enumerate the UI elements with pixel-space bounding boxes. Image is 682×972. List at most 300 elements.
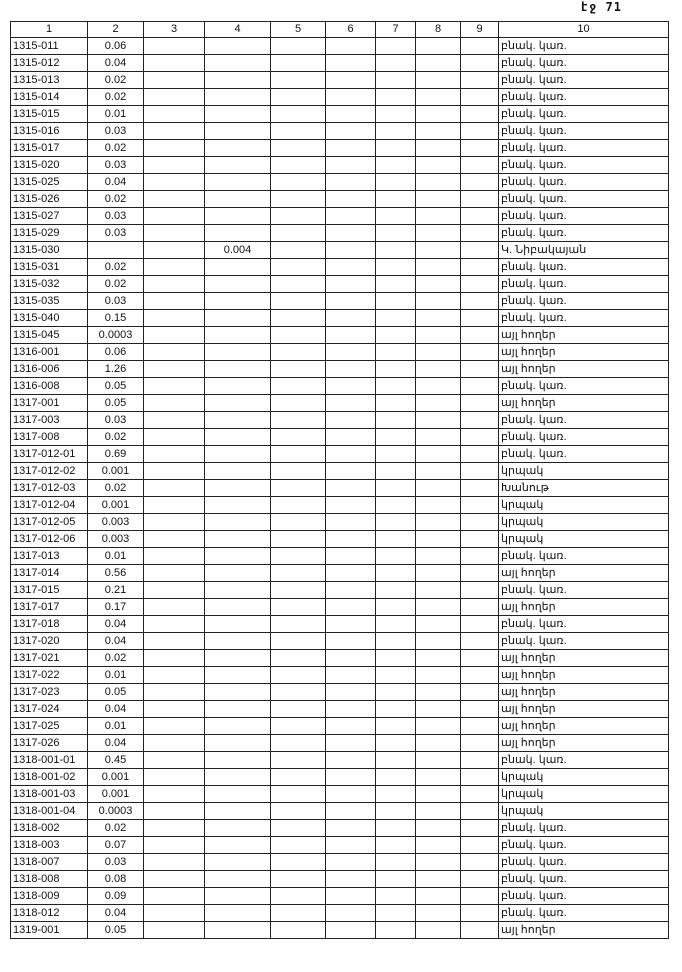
cell-col1: 1317-022 (11, 667, 88, 684)
cell-col2: 0.02 (88, 429, 144, 446)
cell-col9 (461, 55, 499, 72)
cell-col9 (461, 89, 499, 106)
cell-col3 (144, 854, 205, 871)
cell-col4 (205, 667, 271, 684)
table-row (11, 310, 669, 327)
cell-col3 (144, 480, 205, 497)
cell-col4 (205, 497, 271, 514)
cell-col10: բնակ. կառ. (499, 548, 669, 565)
cell-col3 (144, 412, 205, 429)
cell-col2: 0.04 (88, 905, 144, 922)
cell-col6 (326, 327, 376, 344)
col-header-8: 8 (416, 22, 461, 38)
cell-col3 (144, 242, 205, 259)
cell-col5 (271, 565, 326, 582)
col-header-2: 2 (88, 22, 144, 38)
cell-col9 (461, 259, 499, 276)
table-row (11, 123, 669, 140)
cell-col8 (416, 735, 461, 752)
cell-col8 (416, 786, 461, 803)
cell-col10: բնակ. կառ. (499, 276, 669, 293)
cell-col7 (376, 548, 416, 565)
cell-col9 (461, 140, 499, 157)
cell-col7 (376, 718, 416, 735)
col-header-7: 7 (376, 22, 416, 38)
cell-col5 (271, 633, 326, 650)
cell-col3 (144, 905, 205, 922)
cell-col6 (326, 650, 376, 667)
cell-col7 (376, 225, 416, 242)
table-row (11, 514, 669, 531)
col-header-9: 9 (461, 22, 499, 38)
cell-col9 (461, 106, 499, 123)
cell-col10: բնակ. կառ. (499, 293, 669, 310)
cell-col9 (461, 650, 499, 667)
cell-col8 (416, 208, 461, 225)
cell-col1: 1317-001 (11, 395, 88, 412)
cell-col9 (461, 565, 499, 582)
cell-col4 (205, 463, 271, 480)
cell-col5 (271, 225, 326, 242)
cell-col2: 0.03 (88, 225, 144, 242)
cell-col5 (271, 599, 326, 616)
cell-col4 (205, 803, 271, 820)
cell-col7 (376, 735, 416, 752)
cell-col4 (205, 837, 271, 854)
cell-col10: բնակ. կառ. (499, 259, 669, 276)
cell-col2: 0.45 (88, 752, 144, 769)
col-header-5: 5 (271, 22, 326, 38)
cell-col7 (376, 871, 416, 888)
cell-col10: բնակ. կառ. (499, 888, 669, 905)
cell-col6 (326, 582, 376, 599)
cell-col8 (416, 123, 461, 140)
cell-col6 (326, 752, 376, 769)
table-row (11, 888, 669, 905)
cell-col9 (461, 854, 499, 871)
cell-col6 (326, 378, 376, 395)
cell-col2: 0.0003 (88, 803, 144, 820)
cell-col2: 0.03 (88, 412, 144, 429)
cell-col7 (376, 684, 416, 701)
cell-col1: 1315-012 (11, 55, 88, 72)
cell-col3 (144, 565, 205, 582)
cell-col3 (144, 922, 205, 939)
cell-col4 (205, 650, 271, 667)
cell-col7 (376, 259, 416, 276)
cell-col8 (416, 395, 461, 412)
cell-col9 (461, 327, 499, 344)
cell-col5 (271, 293, 326, 310)
col-header-1: 1 (11, 22, 88, 38)
cell-col5 (271, 514, 326, 531)
table-row (11, 259, 669, 276)
cell-col1: 1317-026 (11, 735, 88, 752)
cell-col1: 1315-035 (11, 293, 88, 310)
table-row (11, 582, 669, 599)
cell-col2: 0.69 (88, 446, 144, 463)
cell-col1: 1317-012-04 (11, 497, 88, 514)
cell-col3 (144, 55, 205, 72)
cell-col5 (271, 327, 326, 344)
cell-col1: 1317-012-05 (11, 514, 88, 531)
cell-col5 (271, 276, 326, 293)
cell-col5 (271, 905, 326, 922)
cell-col5 (271, 89, 326, 106)
cell-col3 (144, 157, 205, 174)
table-row (11, 344, 669, 361)
cell-col9 (461, 633, 499, 650)
cell-col4 (205, 327, 271, 344)
cell-col8 (416, 140, 461, 157)
cell-col4 (205, 259, 271, 276)
table-row (11, 803, 669, 820)
cell-col9 (461, 701, 499, 718)
cell-col10: բնակ. կառ. (499, 412, 669, 429)
cell-col7 (376, 344, 416, 361)
cell-col5 (271, 72, 326, 89)
cell-col7 (376, 123, 416, 140)
cell-col10: բնակ. կառ. (499, 55, 669, 72)
cell-col7 (376, 752, 416, 769)
cell-col5 (271, 854, 326, 871)
cell-col2: 0.04 (88, 735, 144, 752)
cell-col4 (205, 412, 271, 429)
cell-col7 (376, 888, 416, 905)
cell-col10: կրպակ (499, 531, 669, 548)
cell-col7 (376, 633, 416, 650)
cell-col8 (416, 871, 461, 888)
cell-col4 (205, 905, 271, 922)
cell-col9 (461, 38, 499, 55)
cell-col7 (376, 174, 416, 191)
cell-col7 (376, 497, 416, 514)
cell-col7 (376, 599, 416, 616)
cell-col1: 1318-001-01 (11, 752, 88, 769)
cell-col5 (271, 310, 326, 327)
cell-col6 (326, 225, 376, 242)
cell-col9 (461, 361, 499, 378)
cell-col10: բնակ. կառ. (499, 871, 669, 888)
cell-col4 (205, 276, 271, 293)
cell-col3 (144, 72, 205, 89)
cell-col8 (416, 157, 461, 174)
cell-col6 (326, 497, 376, 514)
cell-col4 (205, 361, 271, 378)
cell-col4 (205, 310, 271, 327)
cell-col8 (416, 667, 461, 684)
cell-col9 (461, 157, 499, 174)
table-row (11, 225, 669, 242)
cell-col8 (416, 854, 461, 871)
table-row (11, 684, 669, 701)
cell-col1: 1317-012-01 (11, 446, 88, 463)
cell-col2: 0.001 (88, 786, 144, 803)
cell-col8 (416, 310, 461, 327)
cell-col1: 1318-002 (11, 820, 88, 837)
table-row (11, 463, 669, 480)
cell-col8 (416, 497, 461, 514)
table-row (11, 752, 669, 769)
cell-col7 (376, 650, 416, 667)
cell-col5 (271, 157, 326, 174)
cell-col3 (144, 140, 205, 157)
cell-col3 (144, 276, 205, 293)
cell-col9 (461, 786, 499, 803)
cell-col4 (205, 684, 271, 701)
table-row (11, 89, 669, 106)
cell-col7 (376, 72, 416, 89)
cell-col5 (271, 922, 326, 939)
table-row (11, 667, 669, 684)
cell-col6 (326, 259, 376, 276)
cell-col3 (144, 38, 205, 55)
cell-col8 (416, 905, 461, 922)
cell-col8 (416, 106, 461, 123)
cell-col4 (205, 140, 271, 157)
cell-col6 (326, 123, 376, 140)
header-row (11, 22, 669, 38)
cell-col6 (326, 548, 376, 565)
table-row (11, 157, 669, 174)
cell-col6 (326, 922, 376, 939)
cell-col5 (271, 106, 326, 123)
cell-col5 (271, 582, 326, 599)
cell-col2: 0.003 (88, 531, 144, 548)
cell-col9 (461, 514, 499, 531)
cell-col2: 0.04 (88, 701, 144, 718)
cell-col5 (271, 497, 326, 514)
table-row (11, 208, 669, 225)
cell-col3 (144, 633, 205, 650)
cell-col10: այլ հողեր (499, 361, 669, 378)
cell-col5 (271, 378, 326, 395)
cell-col1: 1317-014 (11, 565, 88, 582)
cell-col2: 0.003 (88, 514, 144, 531)
cell-col8 (416, 429, 461, 446)
cell-col8 (416, 837, 461, 854)
cell-col1: 1317-025 (11, 718, 88, 735)
cell-col7 (376, 480, 416, 497)
cell-col9 (461, 412, 499, 429)
cell-col8 (416, 191, 461, 208)
cell-col7 (376, 157, 416, 174)
cell-col1: 1318-001-04 (11, 803, 88, 820)
cell-col8 (416, 412, 461, 429)
col-header-4: 4 (205, 22, 271, 38)
table-row (11, 718, 669, 735)
table-row (11, 871, 669, 888)
cell-col3 (144, 769, 205, 786)
cell-col1: 1318-012 (11, 905, 88, 922)
cell-col6 (326, 140, 376, 157)
cell-col2: 0.03 (88, 293, 144, 310)
cell-col2: 0.06 (88, 38, 144, 55)
cell-col6 (326, 718, 376, 735)
cell-col5 (271, 412, 326, 429)
table-row (11, 361, 669, 378)
cell-col5 (271, 395, 326, 412)
cell-col3 (144, 395, 205, 412)
cell-col5 (271, 55, 326, 72)
cell-col1: 1315-032 (11, 276, 88, 293)
cell-col4 (205, 55, 271, 72)
cell-col8 (416, 361, 461, 378)
table-row (11, 497, 669, 514)
cell-col9 (461, 378, 499, 395)
table-row (11, 293, 669, 310)
cell-col4 (205, 293, 271, 310)
cell-col8 (416, 327, 461, 344)
cell-col9 (461, 446, 499, 463)
cell-col4 (205, 174, 271, 191)
cell-col6 (326, 395, 376, 412)
cell-col3 (144, 837, 205, 854)
cell-col3 (144, 310, 205, 327)
cell-col9 (461, 480, 499, 497)
cell-col3 (144, 174, 205, 191)
cell-col9 (461, 803, 499, 820)
cell-col7 (376, 327, 416, 344)
cell-col7 (376, 667, 416, 684)
cell-col1: 1315-045 (11, 327, 88, 344)
cell-col10: բնակ. կառ. (499, 837, 669, 854)
cell-col7 (376, 905, 416, 922)
cell-col4 (205, 429, 271, 446)
cell-col1: 1315-030 (11, 242, 88, 259)
page-number: էջ 71 (580, 0, 622, 14)
table-row (11, 327, 669, 344)
cell-col6 (326, 837, 376, 854)
table-row (11, 922, 669, 939)
cell-col6 (326, 480, 376, 497)
cell-col7 (376, 837, 416, 854)
cell-col3 (144, 531, 205, 548)
cell-col4 (205, 752, 271, 769)
cell-col4 (205, 480, 271, 497)
cell-col6 (326, 599, 376, 616)
cell-col1: 1315-011 (11, 38, 88, 55)
cell-col3 (144, 463, 205, 480)
cell-col4 (205, 531, 271, 548)
table-row (11, 837, 669, 854)
table-body (11, 38, 669, 939)
cell-col8 (416, 803, 461, 820)
cell-col4 (205, 582, 271, 599)
cell-col5 (271, 242, 326, 259)
cell-col10: բնակ. կառ. (499, 191, 669, 208)
table-row (11, 735, 669, 752)
cell-col9 (461, 463, 499, 480)
cell-col4 (205, 72, 271, 89)
cell-col7 (376, 140, 416, 157)
cell-col6 (326, 89, 376, 106)
cell-col6 (326, 633, 376, 650)
cell-col7 (376, 89, 416, 106)
cell-col2: 0.001 (88, 497, 144, 514)
table-row (11, 531, 669, 548)
cell-col8 (416, 616, 461, 633)
cell-col4 (205, 157, 271, 174)
cell-col4 (205, 378, 271, 395)
cell-col5 (271, 123, 326, 140)
cell-col2: 0.08 (88, 871, 144, 888)
cell-col4 (205, 344, 271, 361)
cell-col2: 1.26 (88, 361, 144, 378)
cell-col4 (205, 616, 271, 633)
cell-col3 (144, 514, 205, 531)
cell-col9 (461, 905, 499, 922)
cell-col10: կրպակ (499, 497, 669, 514)
cell-col2: 0.56 (88, 565, 144, 582)
cell-col1: 1315-031 (11, 259, 88, 276)
cell-col3 (144, 752, 205, 769)
cell-col9 (461, 752, 499, 769)
cell-col9 (461, 72, 499, 89)
cell-col8 (416, 531, 461, 548)
cell-col1: 1319-001 (11, 922, 88, 939)
cell-col5 (271, 820, 326, 837)
cell-col1: 1317-020 (11, 633, 88, 650)
cell-col7 (376, 769, 416, 786)
cell-col3 (144, 803, 205, 820)
table-row (11, 701, 669, 718)
cell-col8 (416, 446, 461, 463)
cell-col7 (376, 276, 416, 293)
cell-col8 (416, 38, 461, 55)
cell-col3 (144, 344, 205, 361)
cell-col1: 1317-015 (11, 582, 88, 599)
cell-col6 (326, 905, 376, 922)
cell-col9 (461, 888, 499, 905)
cell-col2: 0.06 (88, 344, 144, 361)
cell-col2: 0.05 (88, 922, 144, 939)
cell-col6 (326, 531, 376, 548)
cell-col4 (205, 89, 271, 106)
cell-col5 (271, 480, 326, 497)
cell-col10: բնակ. կառ. (499, 123, 669, 140)
cell-col10: այլ հողեր (499, 565, 669, 582)
cell-col9 (461, 548, 499, 565)
cell-col7 (376, 803, 416, 820)
cell-col6 (326, 174, 376, 191)
cell-col6 (326, 769, 376, 786)
cell-col3 (144, 106, 205, 123)
table-row (11, 412, 669, 429)
cell-col5 (271, 650, 326, 667)
cell-col9 (461, 531, 499, 548)
cell-col10: բնակ. կառ. (499, 310, 669, 327)
cell-col3 (144, 820, 205, 837)
cell-col5 (271, 38, 326, 55)
cell-col6 (326, 38, 376, 55)
cell-col8 (416, 225, 461, 242)
cell-col5 (271, 463, 326, 480)
cell-col2: 0.05 (88, 378, 144, 395)
cell-col10: կրպակ (499, 769, 669, 786)
cell-col6 (326, 803, 376, 820)
cell-col9 (461, 225, 499, 242)
cell-col3 (144, 89, 205, 106)
cell-col9 (461, 395, 499, 412)
cell-col8 (416, 633, 461, 650)
cell-col3 (144, 361, 205, 378)
table-row (11, 106, 669, 123)
cell-col10: այլ հողեր (499, 701, 669, 718)
cell-col5 (271, 548, 326, 565)
cell-col10: բնակ. կառ. (499, 446, 669, 463)
cell-col2: 0.04 (88, 616, 144, 633)
